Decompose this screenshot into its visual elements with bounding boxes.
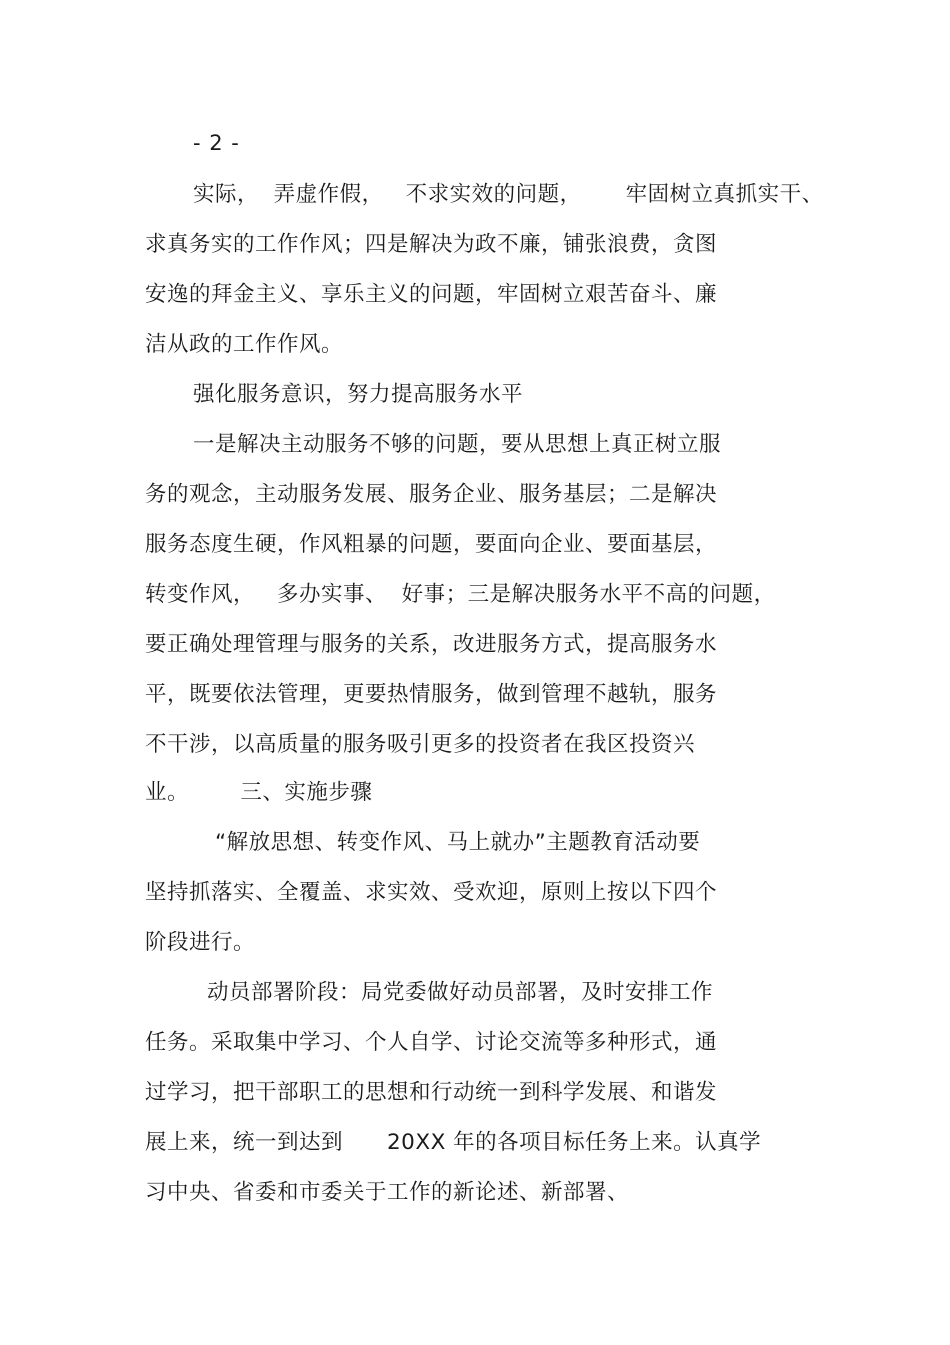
text-line-18: 任务。采取集中学习、个人自学、讨论交流等多种形式，通: [145, 1030, 718, 1055]
text-line-6: 一是解决主动服务不够的问题，要从思想上真正树立服: [193, 432, 722, 457]
text-line-17: 动员部署阶段：局党委做好动员部署，及时安排工作: [207, 980, 714, 1005]
text-line-13: 业。 三、实施步骤: [145, 780, 373, 805]
text-line-12: 不干涉，以高质量的服务吸引更多的投资者在我区投资兴: [145, 732, 696, 757]
text-line-19: 过学习，把干部职工的思想和行动统一到科学发展、和谐发: [145, 1080, 718, 1105]
text-line-2: 求真务实的工作作风；四是解决为政不廉，铺张浪费，贪图: [145, 232, 718, 257]
text-line-9: 转变作风， 多办实事、 好事；三是解决服务水平不高的问题，: [145, 582, 776, 607]
text-line-4: 洁从政的工作作风。: [145, 332, 344, 357]
text-line-7: 务的观念，主动服务发展、服务企业、服务基层；二是解决: [145, 482, 718, 507]
text-line-16: 阶段进行。: [145, 930, 256, 955]
section-heading: 强化服务意识，努力提高服务水平: [193, 382, 524, 407]
text-line-10: 要正确处理管理与服务的关系，改进服务方式，提高服务水: [145, 632, 718, 657]
text-line-1: 实际， 弄虚作假， 不求实效的问题， 牢固树立真抓实干、: [193, 182, 824, 207]
text-line-3: 安逸的拜金主义、享乐主义的问题，牢固树立艰苦奋斗、廉: [145, 282, 718, 307]
text-line-15: 坚持抓落实、全覆盖、求实效、受欢迎，原则上按以下四个: [145, 880, 718, 905]
text-line-8: 服务态度生硬，作风粗暴的问题，要面向企业、要面基层，: [145, 532, 718, 557]
text-line-11: 平，既要依法管理，更要热情服务，做到管理不越轨，服务: [145, 682, 718, 707]
text-line-21: 习中央、省委和市委关于工作的新论述、新部署、: [145, 1180, 630, 1205]
page-number: - 2 -: [193, 131, 240, 155]
text-line-14: “解放思想、转变作风、马上就办”主题教育活动要: [215, 830, 701, 855]
text-line-20: 展上来，统一到达到 20XX 年的各项目标任务上来。认真学: [145, 1130, 762, 1155]
